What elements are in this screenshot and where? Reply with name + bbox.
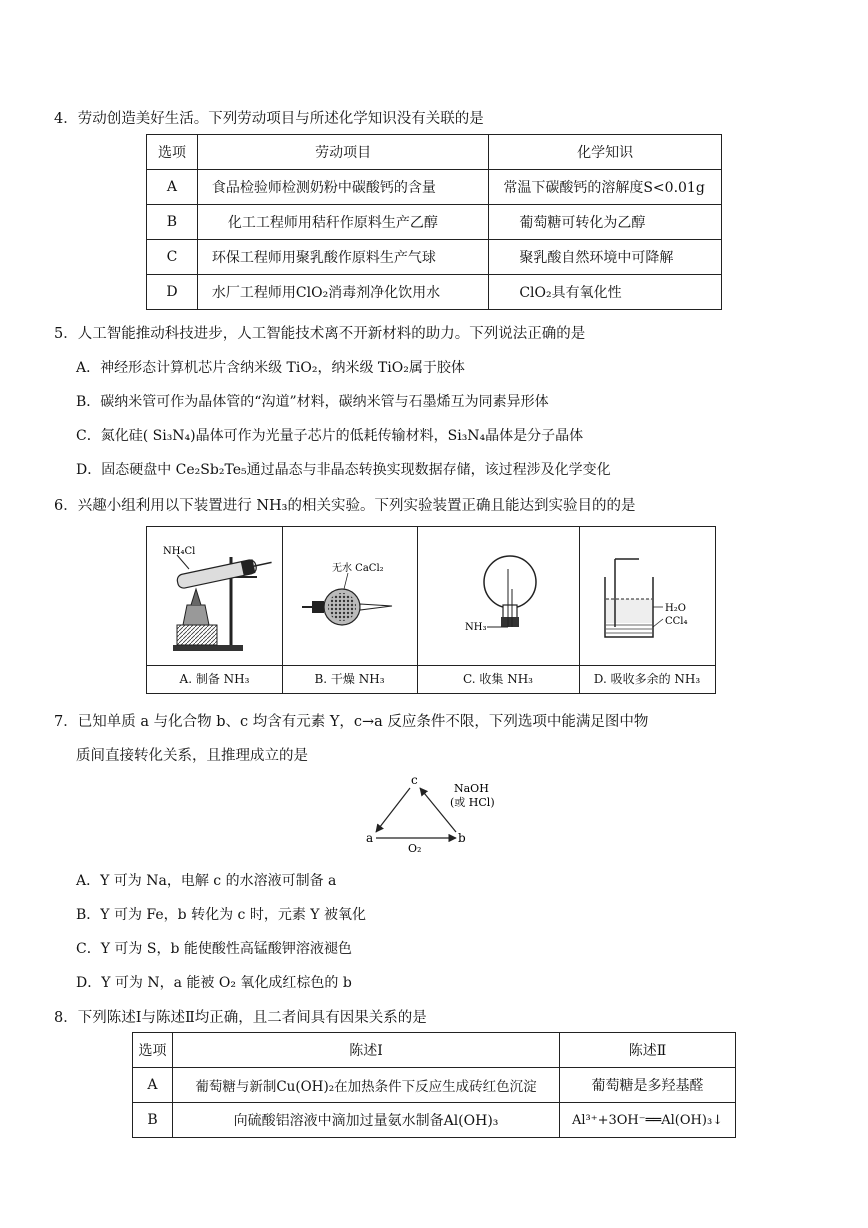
nh4cl-label: NH₄Cl xyxy=(163,546,196,557)
node-b: b xyxy=(458,831,466,845)
h2o-label: H₂O xyxy=(665,603,686,614)
q7-conversion-diagram xyxy=(360,770,510,856)
q5-option-b: B．碳纳米管可作为晶体管的“沟道”材料，碳纳米管与石墨烯互为同素异形体 xyxy=(76,394,549,410)
q4-stem: 4．劳动创造美好生活。下列劳动项目与所述化学知识没有关联的是 xyxy=(54,111,484,127)
q4-row-opt: D xyxy=(147,275,198,310)
cacl2-label: 无水 CaCl₂ xyxy=(332,563,384,574)
apparatus-b xyxy=(282,527,418,693)
q8-row-s2: Al³⁺+3OH⁻══Al(OH)₃↓ xyxy=(560,1103,736,1138)
q6-apparatus-figure xyxy=(146,526,716,694)
table-row xyxy=(147,170,722,205)
q6-stem: 6．兴趣小组利用以下装置进行 NH₃的相关实验。下列实验装置正确且能达到实验目的的是 xyxy=(54,498,636,514)
q8-row-opt: B xyxy=(133,1103,173,1138)
caption-d: D. 吸收多余的 NH₃ xyxy=(579,665,715,693)
q8-row-s1: 向硫酸铝溶液中滴加过量氨水制备Al(OH)₃ xyxy=(172,1103,559,1138)
q4-row-knowledge: 常温下碳酸钙的溶解度S<0.01g xyxy=(489,170,722,205)
reagent-hcl: (或 HCl) xyxy=(450,796,495,809)
caption-a: A. 制备 NH₃ xyxy=(147,665,282,693)
table-row xyxy=(147,275,722,310)
q4-row-opt: B xyxy=(147,205,198,240)
apparatus-d xyxy=(579,527,715,693)
q4-header-knowledge: 化学知识 xyxy=(489,135,722,170)
q7-option-d: D．Y 可为 N，a 能被 O₂ 氧化成红棕色的 b xyxy=(76,975,352,991)
caption-b: B. 干燥 NH₃ xyxy=(282,665,417,693)
apparatus-d-drawing xyxy=(579,527,715,666)
q5-stem: 5．人工智能推动科技进步，人工智能技术离不开新材料的助力。下列说法正确的是 xyxy=(54,326,586,342)
q7-stem-line2: 质间直接转化关系，且推理成立的是 xyxy=(76,748,308,764)
table-row xyxy=(147,240,722,275)
q8-header-opt: 选项 xyxy=(133,1033,173,1068)
table-row xyxy=(133,1068,736,1103)
q4-row-opt: C xyxy=(147,240,198,275)
table-row xyxy=(147,205,722,240)
arrow-b-to-c xyxy=(420,788,456,832)
q4-row-project: 食品检验师检测奶粉中碳酸钙的含量 xyxy=(197,170,488,205)
apparatus-a-drawing xyxy=(147,527,282,666)
q7-option-b: B．Y 可为 Fe，b 转化为 c 时，元素 Y 被氧化 xyxy=(76,907,366,923)
q7-stem-line1: 7．已知单质 a 与化合物 b、c 均含有元素 Y，c→a 反应条件不限，下列选项中能满足图中物 xyxy=(54,714,649,730)
q4-row-project: 水厂工程师用ClO₂消毒剂净化饮用水 xyxy=(197,275,488,310)
reagent-naoh: NaOH xyxy=(454,782,489,795)
q8-table xyxy=(132,1032,736,1138)
caption-c: C. 收集 NH₃ xyxy=(417,665,579,693)
arrow-c-to-a xyxy=(376,788,410,832)
node-c: c xyxy=(411,773,418,787)
q5-option-d: D．固态硬盘中 Ce₂Sb₂Te₅通过晶态与非晶态转换实现数据存储，该过程涉及化学变化 xyxy=(76,462,611,478)
q8-row-opt: A xyxy=(133,1068,173,1103)
reagent-o2: O₂ xyxy=(408,842,422,855)
q7-option-c: C．Y 可为 S，b 能使酸性高锰酸钾溶液褪色 xyxy=(76,941,352,957)
q8-stem: 8．下列陈述Ⅰ与陈述Ⅱ均正确，且二者间具有因果关系的是 xyxy=(54,1010,427,1026)
q4-row-knowledge: 聚乳酸自然环境中可降解 xyxy=(489,240,722,275)
q4-row-project: 化工工程师用秸秆作原料生产乙醇 xyxy=(197,205,488,240)
q5-option-a: A．神经形态计算机芯片含纳米级 TiO₂，纳米级 TiO₂属于胶体 xyxy=(76,360,465,376)
q8-row-s1: 葡萄糖与新制Cu(OH)₂在加热条件下反应生成砖红色沉淀 xyxy=(172,1068,559,1103)
q8-header-s1: 陈述Ⅰ xyxy=(172,1033,559,1068)
apparatus-b-drawing xyxy=(282,527,417,666)
node-a: a xyxy=(366,831,374,845)
q4-row-knowledge: ClO₂具有氧化性 xyxy=(489,275,722,310)
apparatus-c xyxy=(417,527,580,693)
q4-table xyxy=(146,134,722,310)
q4-row-project: 环保工程师用聚乳酸作原料生产气球 xyxy=(197,240,488,275)
q4-header-project: 劳动项目 xyxy=(197,135,488,170)
q8-row-s2: 葡萄糖是多羟基醛 xyxy=(560,1068,736,1103)
apparatus-a xyxy=(147,527,283,693)
apparatus-c-drawing xyxy=(417,527,579,666)
table-row xyxy=(133,1033,736,1068)
q4-row-opt: A xyxy=(147,170,198,205)
q7-option-a: A．Y 可为 Na，电解 c 的水溶液可制备 a xyxy=(76,873,337,889)
q4-header-opt: 选项 xyxy=(147,135,198,170)
q5-option-c: C．氮化硅( Si₃N₄)晶体可作为光量子芯片的低耗传输材料，Si₃N₄晶体是分子晶体 xyxy=(76,428,584,444)
q4-row-knowledge: 葡萄糖可转化为乙醇 xyxy=(489,205,722,240)
table-row xyxy=(147,135,722,170)
q8-header-s2: 陈述Ⅱ xyxy=(560,1033,736,1068)
ccl4-label: CCl₄ xyxy=(665,616,688,627)
nh3-label: NH₃ xyxy=(465,622,487,633)
table-row xyxy=(133,1103,736,1138)
